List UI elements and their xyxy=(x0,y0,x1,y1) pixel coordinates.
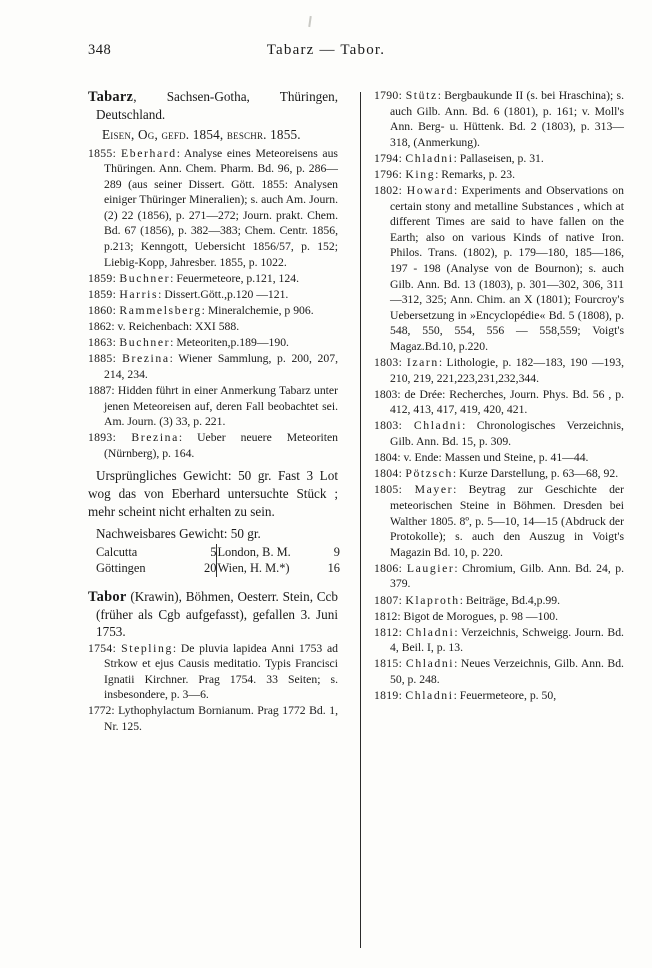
collection-name: London, B. M. xyxy=(217,544,313,560)
reference-item: 1815: Chladni: Neues Verzeichnis, Gilb. Ann. Bd. 50, p. 248. xyxy=(374,657,624,686)
collection-name: Göttingen xyxy=(96,561,146,576)
entry-lemma-tabarz: Tabarz xyxy=(88,89,134,105)
collection-weight: 20 xyxy=(204,561,217,576)
reference-item: 1859: Harris: Dissert.Gött.,p.120 —121. xyxy=(88,287,289,301)
reference-item: 1802: Howard: Experiments and Observations on certain stony and metalline Substances , which at different Times are said to have fallen on the Earth; also on various Kinds of native Iron. Philos. Trans. (1802), p. 179—180, 185—186, 197 - 198 (Analyse von de Bournon); s. auch Gilb. Ann. Bd. 13 (1803), p. 301—302, 306, 311—312, 325; Ann. Chim. an X (1801); Fourcroy's Uebersetzung in »Encyclopédie« Bd. 5 (1808), p. 548, 550, 554, 556 — 558,559; Voigt's Magaz.Bd.10, p.220. xyxy=(374,184,624,353)
two-column-body xyxy=(0,88,652,948)
reference-item: 1885: Brezina: Wiener Sammlung, p. 200, 207, 214, 234. xyxy=(88,352,338,381)
table-row xyxy=(96,560,340,576)
reference-item: 1790: Stütz: Bergbaukunde II (s. bei Hraschina); s. auch Gilb. Ann. Bd. 6 (1801), p. 161; v. Moll's Ann. Berg- u. Hüttenk. Bd. 2 (1803), p. 313—318, (Anmerkung). xyxy=(374,89,624,149)
collection-weight: 9 xyxy=(333,544,340,559)
reference-item: 1860: Rammelsberg: Mineralchemie, p 906. xyxy=(88,303,314,317)
page-header xyxy=(0,42,652,64)
left-column xyxy=(88,88,338,735)
reference-item: 1803: Chladni: Chronologisches Verzeichnis, Gilb. Ann. Bd. 15, p. 309. xyxy=(374,419,624,449)
page-speck-artifact xyxy=(308,16,312,27)
collection-name: Wien, H. M.*) xyxy=(217,560,313,576)
collection-weight: 16 xyxy=(327,561,340,576)
reference-item: 1855: Eberhard: Analyse eines Meteoreisens aus Thüringen. Ann. Chem. Pharm. Bd. 96, p. 286—289 (aus seiner Dissert. Gött. 1855: Analysen einiger Thüringer Mineralien); s. auch Am. Journ. (2) 22 (1856), p. 271—272; Journ. prakt. Chem. Bd. 67 (1856), p. 382—383; Chem. Centr. 1856, p.213; Kenngott, Uebersicht 1856/57, p. 152; Liebig-Kopp, Jahresber. 1855, p. 1022. xyxy=(88,146,338,269)
collection-name: Calcutta xyxy=(96,544,138,559)
right-column xyxy=(374,88,624,704)
reference-item: 1812: Bigot de Morogues, p. 98 —100. xyxy=(374,609,559,623)
reference-item: 1804: Pötzsch: Kurze Darstellung, p. 63—68, 92. xyxy=(374,467,619,481)
reference-item: 1812: Chladni: Verzeichnis, Schweigg. Journ. Bd. 4, Beil. I, p. 13. xyxy=(374,625,624,655)
documented-weight-paragraph: Nachweisbares Gewicht: 50 gr. xyxy=(96,526,261,542)
reference-item: 1863: Buchner: Meteoriten,p.189—190. xyxy=(88,336,289,350)
column-divider-rule xyxy=(360,92,361,948)
folio-number: 348 xyxy=(88,42,112,58)
reference-item: 1887: Hidden führt in einer Anmerkung Tabarz unter jenen Meteoreisen auf, deren Fall beobachtet sei. Am. Journ. (3) 33, p. 221. xyxy=(88,383,338,429)
reference-item: 1859: Buchner: Feuermeteore, p.121, 124. xyxy=(88,271,300,285)
entry-locality-tabor: (Krawin), Böhmen, Oesterr. Stein, Ccb (früher als Cgb aufgefasst), gefallen 3. Juni 1753. xyxy=(96,588,338,639)
reference-item: 1794: Chladni: Pallaseisen, p. 31. xyxy=(374,151,544,165)
reference-item: 1754: Stepling: De pluvia lapidea Anni 1753 ad Strkow et ejus Causis meditatio. Typis Francisci Ignatii Kirchner. Prag 1754. 33 Seiten; s. insbesondere, p. 3—6. xyxy=(88,641,338,702)
reference-item: 1803: Izarn: Lithologie, p. 182—183, 190 —193, 210, 219, 221,223,231,232,344. xyxy=(374,356,624,385)
table-row xyxy=(96,544,340,560)
collection-weight: 5 xyxy=(210,544,217,559)
reference-item: 1805: Mayer: Beytrag zur Geschichte der meteorischen Steine in Böhmen. Dresden bei Walther 1805. 8º, p. 5—10, 14—15 (Abdruck der Protokolle); s. auch den Auszug in Voigt's Magazin Bd. 10, p. 220. xyxy=(374,483,624,559)
entry-classification-tabarz: Eisen, Og, gefd. 1854, beschr. 1855. xyxy=(102,127,301,142)
entry-lemma-tabor: Tabor xyxy=(88,588,127,605)
reference-item: 1893: Brezina: Ueber neuere Meteoriten (Nürnberg), p. 164. xyxy=(88,431,338,460)
entry-locality-tabarz: , Sachsen-Gotha, Thüringen, Deutschland. xyxy=(96,89,338,122)
reference-item: 1862: v. Reichenbach: XXI 588. xyxy=(88,320,240,334)
reference-item: 1772: Lythophylactum Bornianum. Prag 1772 Bd. 1, Nr. 125. xyxy=(88,704,338,734)
entry-heading-tabor xyxy=(88,588,338,640)
entry-heading-tabarz xyxy=(88,88,338,123)
weights-table xyxy=(96,544,340,577)
reference-item: 1804: v. Ende: Massen und Steine, p. 41—44. xyxy=(374,451,589,465)
reference-item: 1803: de Drée: Recherches, Journ. Phys. Bd. 56 , p. 412, 413, 417, 419, 420, 421. xyxy=(374,387,624,417)
original-weight-paragraph: Ursprüngliches Gewicht: 50 gr. Fast 3 Lot wog das von Eberhard untersuchte Stück ; mehr scheint nicht erhalten zu sein. xyxy=(88,468,338,519)
reference-item: 1807: Klaproth: Beiträge, Bd.4,p.99. xyxy=(374,593,561,607)
reference-item: 1819: Chladni: Feuermeteore, p. 50, xyxy=(374,689,557,703)
running-title: Tabarz — Tabor. xyxy=(266,42,386,58)
reference-item: 1806: Laugier: Chromium, Gilb. Ann. Bd. 24, p. 379. xyxy=(374,561,624,591)
reference-item: 1796: King: Remarks, p. 23. xyxy=(374,167,515,181)
